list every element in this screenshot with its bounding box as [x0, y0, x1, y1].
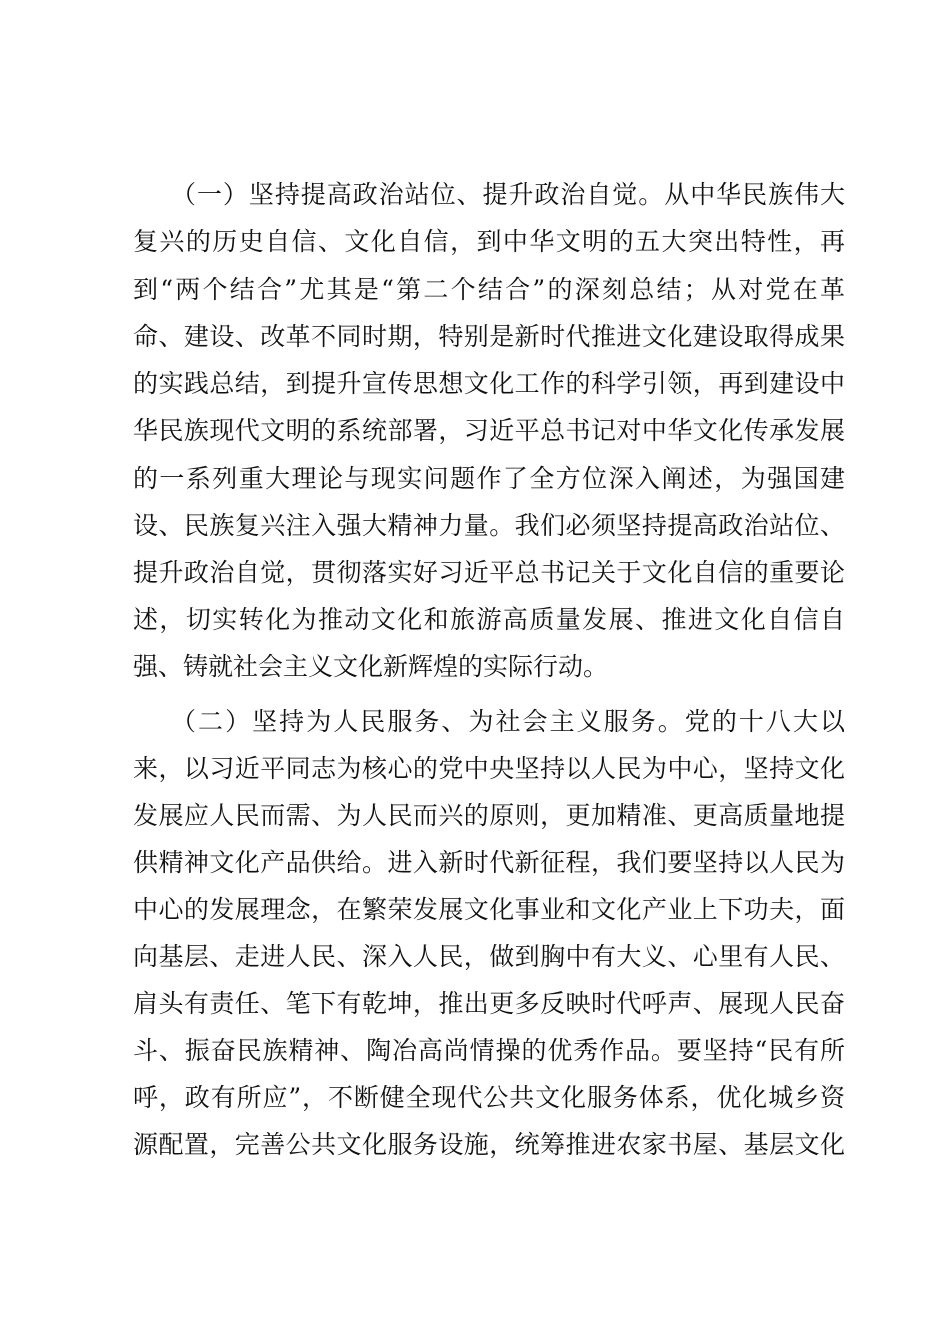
text-line: 到“两个结合”尤其是“第二个结合”的深刻总结；从对党在革	[133, 275, 845, 304]
text-line: 的实践总结，到提升宣传思想文化工作的科学引领，再到建设中	[133, 369, 845, 398]
text-line: 的一系列重大理论与现实问题作了全方位深入阐述，为强国建	[133, 464, 845, 493]
text-line: 复兴的历史自信、文化自信，到中华文明的五大突出特性，再	[133, 227, 845, 256]
text-line: 斗、振奋民族精神、陶冶高尚情操的优秀作品。要坚持“民有所	[133, 1036, 845, 1065]
text-line: 发展应人民而需、为人民而兴的原则，更加精准、更高质量地提	[133, 801, 845, 830]
text-line: 提升政治自觉，贯彻落实好习近平总书记关于文化自信的重要论	[133, 558, 845, 587]
text-line: 向基层、走进人民、深入人民，做到胸中有大义、心里有人民、	[133, 942, 845, 971]
text-line: 肩头有责任、笔下有乾坤，推出更多反映时代呼声、展现人民奋	[133, 989, 845, 1018]
text-line: 呼，政有所应”，不断健全现代公共文化服务体系，优化城乡资	[133, 1083, 845, 1112]
text-line: （一）坚持提高政治站位、提升政治自觉。从中华民族伟大	[171, 180, 845, 209]
text-line: 供精神文化产品供给。进入新时代新征程，我们要坚持以人民为	[133, 848, 845, 877]
text-line: 华民族现代文明的系统部署，习近平总书记对中华文化传承发展	[133, 416, 845, 445]
text-line: 来，以习近平同志为核心的党中央坚持以人民为中心，坚持文化	[133, 754, 845, 783]
text-line: 强、铸就社会主义文化新辉煌的实际行动。	[133, 652, 609, 681]
text-line: 设、民族复兴注入强大精神力量。我们必须坚持提高政治站位、	[133, 511, 845, 540]
text-line: （二）坚持为人民服务、为社会主义服务。党的十八大以	[171, 707, 845, 736]
text-line: 命、建设、改革不同时期，特别是新时代推进文化建设取得成果	[133, 322, 845, 351]
text-line: 源配置，完善公共文化服务设施，统筹推进农家书屋、基层文化	[133, 1130, 845, 1159]
text-line: 述，切实转化为推动文化和旅游高质量发展、推进文化自信自	[133, 605, 845, 634]
text-line: 中心的发展理念，在繁荣发展文化事业和文化产业上下功夫，面	[133, 895, 845, 924]
